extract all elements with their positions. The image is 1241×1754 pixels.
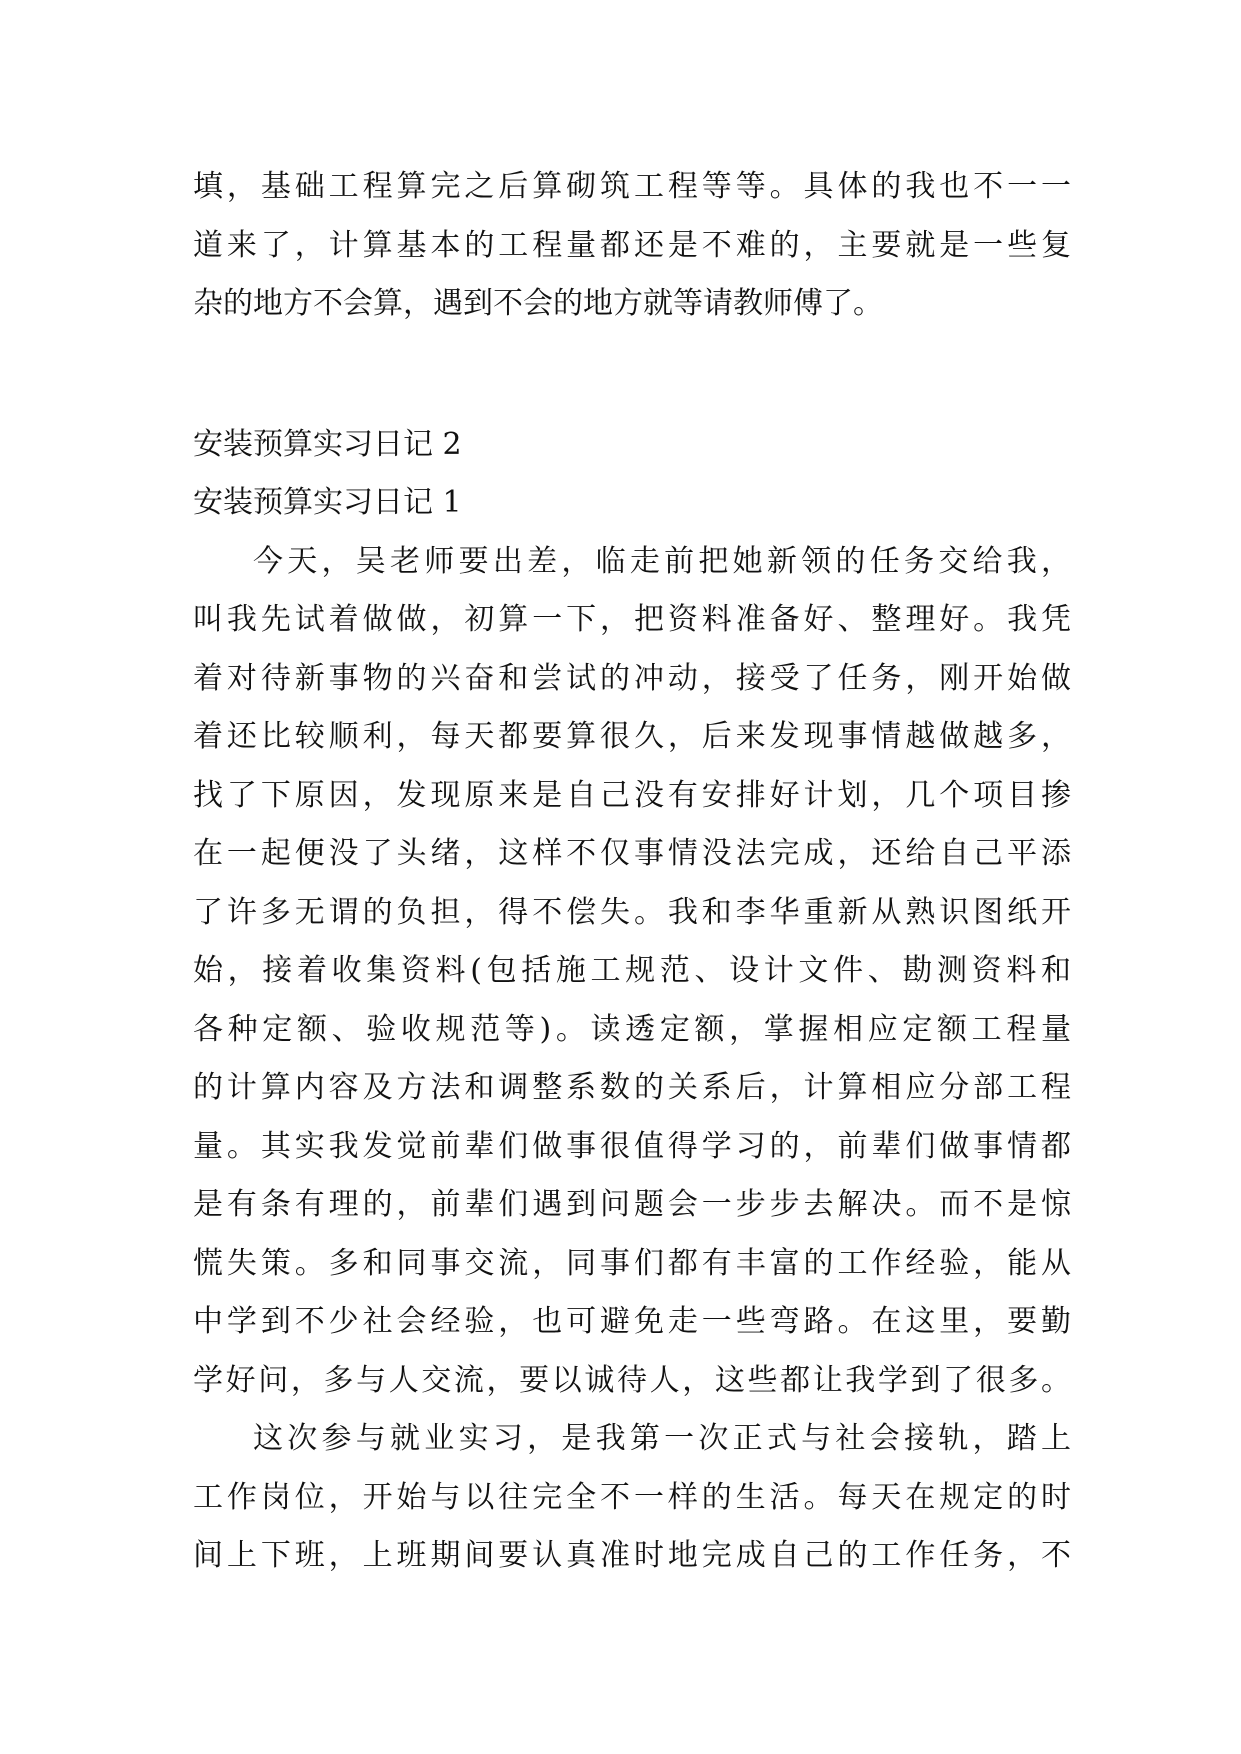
paragraph-1-line-15: 学好问，多与人交流，要以诚待人，这些都让我学到了很多。 bbox=[193, 1362, 1071, 1398]
paragraph-2-line-2: 工作岗位，开始与以往完全不一样的生活。每天在规定的时 bbox=[193, 1479, 1071, 1515]
intro-line-2: 道来了，计算基本的工程量都还是不难的，主要就是一些复 bbox=[193, 227, 1071, 263]
paragraph-1-line-5: 找了下原因，发现原来是自己没有安排好计划，几个项目掺 bbox=[193, 777, 1071, 813]
paragraph-1-line-8: 始，接着收集资料(包括施工规范、设计文件、勘测资料和 bbox=[193, 953, 1071, 988]
paragraph-1-line-13: 慌失策。多和同事交流，同事们都有丰富的工作经验，能从 bbox=[193, 1245, 1071, 1281]
paragraph-1-line-9: 各种定额、验收规范等)。读透定额，掌握相应定额工程量 bbox=[193, 1011, 1071, 1047]
paragraph-2 bbox=[193, 1410, 1071, 1586]
paragraph-1-line-2: 叫我先试着做做，初算一下，把资料准备好、整理好。我凭 bbox=[193, 602, 1071, 637]
document-body bbox=[193, 158, 1071, 1586]
paragraph-1-line-10: 的计算内容及方法和调整系数的关系后，计算相应分部工程 bbox=[193, 1070, 1071, 1105]
intro-line-3: 杂的地方不会算，遇到不会的地方就等请教师傅了。 bbox=[193, 286, 883, 321]
intro-paragraph bbox=[193, 158, 1071, 334]
heading-diary-2: 安装预算实习日记 2 bbox=[193, 426, 462, 462]
intro-line-1: 填，基础工程算完之后算砌筑工程等等。具体的我也不一一 bbox=[193, 169, 1071, 204]
paragraph-1-line-1: 今天，吴老师要出差，临走前把她新领的任务交给我， bbox=[253, 543, 1071, 579]
paragraph-1-line-12: 是有条有理的，前辈们遇到问题会一步步去解决。而不是惊 bbox=[193, 1187, 1071, 1222]
heading-diary-1: 安装预算实习日记 1 bbox=[193, 485, 462, 520]
paragraph-1-line-6: 在一起便没了头绪，这样不仅事情没法完成，还给自己平添 bbox=[193, 836, 1071, 871]
paragraph-1 bbox=[193, 533, 1071, 1411]
paragraph-1-line-14: 中学到不少社会经验，也可避免走一些弯路。在这里，要勤 bbox=[193, 1304, 1071, 1339]
paragraph-2-line-3: 间上下班，上班期间要认真准时地完成自己的工作任务，不 bbox=[193, 1538, 1071, 1573]
paragraph-2-line-1: 这次参与就业实习，是我第一次正式与社会接轨，踏上 bbox=[253, 1421, 1071, 1456]
paragraph-1-line-11: 量。其实我发觉前辈们做事很值得学习的，前辈们做事情都 bbox=[193, 1128, 1071, 1164]
paragraph-1-line-7: 了许多无谓的负担，得不偿失。我和李华重新从熟识图纸开 bbox=[193, 894, 1071, 930]
section-gap bbox=[193, 334, 1071, 416]
paragraph-1-line-4: 着还比较顺利，每天都要算很久，后来发现事情越做越多， bbox=[193, 719, 1071, 754]
paragraph-1-line-3: 着对待新事物的兴奋和尝试的冲动，接受了任务，刚开始做 bbox=[193, 660, 1071, 696]
